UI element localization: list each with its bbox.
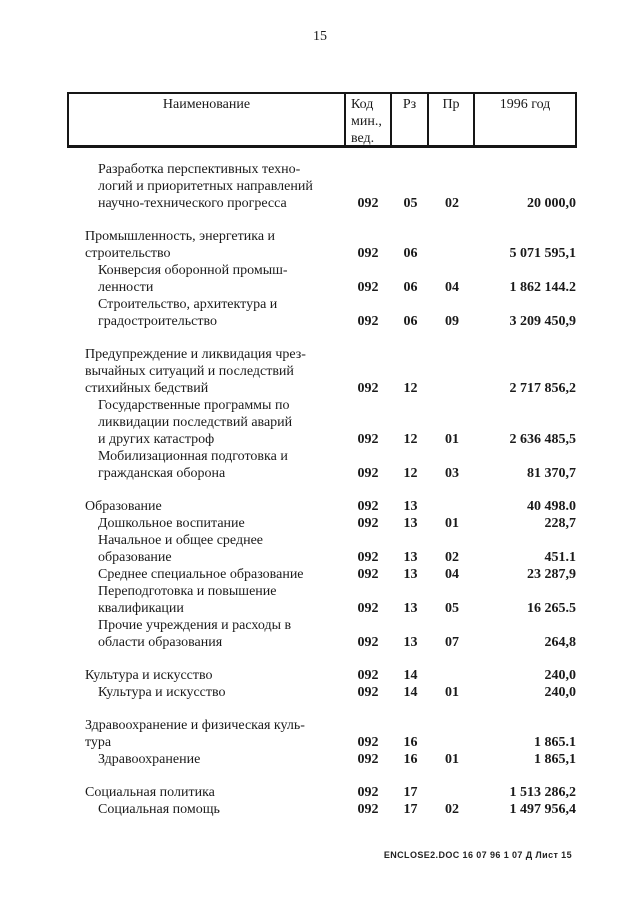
row-amount: 2 717 856,2 — [509, 381, 576, 396]
row-rz: 16 — [403, 752, 418, 767]
row-pr: 01 — [445, 752, 459, 767]
row-name-line: Промышленность, энергетика и — [85, 229, 276, 244]
row-code: 092 — [357, 432, 379, 447]
table-row — [67, 161, 577, 212]
row-code: 092 — [357, 802, 379, 817]
table-row — [67, 262, 577, 296]
row-name-line: ликвидации последствий аварий — [98, 415, 293, 430]
row-code: 092 — [357, 246, 379, 261]
row-code: 092 — [357, 499, 379, 514]
row-pr: 04 — [445, 280, 459, 295]
row-pr: 02 — [445, 196, 459, 211]
row-name-line: Переподготовка и повышение — [98, 584, 277, 599]
row-name — [67, 667, 344, 684]
row-name — [67, 532, 344, 566]
row-rz: 16 — [403, 735, 418, 750]
row-name-line: Здравоохранение и физическая куль- — [85, 718, 305, 733]
row-pr: 03 — [445, 466, 459, 481]
row-name-line: и других катастроф — [98, 432, 215, 447]
row-name-line: логий и приоритетных направлений — [98, 179, 313, 194]
row-code: 092 — [357, 635, 379, 650]
row-name-line: Конверсия оборонной промыш- — [98, 263, 288, 278]
header-code-line: Код — [351, 97, 374, 112]
row-amount: 16 265.5 — [527, 601, 576, 616]
row-code: 092 — [357, 752, 379, 767]
row-code: 092 — [357, 550, 379, 565]
row-rz: 14 — [403, 685, 418, 700]
header-code-line: вед. — [351, 131, 375, 146]
table-row — [67, 751, 577, 768]
row-amount: 40 498.0 — [527, 499, 576, 514]
table-row — [67, 448, 577, 482]
row-amount: 228,7 — [544, 516, 576, 531]
row-amount: 81 370,7 — [527, 466, 576, 481]
row-name — [67, 784, 344, 801]
table-row — [67, 515, 577, 532]
row-name-line: Начальное и общее среднее — [98, 533, 263, 548]
row-rz: 12 — [403, 381, 418, 396]
row-pr: 09 — [445, 314, 459, 329]
row-amount: 1 865,1 — [534, 752, 576, 767]
row-code: 092 — [357, 314, 379, 329]
table-row — [67, 397, 577, 448]
row-name-line: Культура и искусство — [98, 685, 226, 700]
table-row — [67, 784, 577, 801]
row-name — [67, 801, 344, 818]
table-row — [67, 566, 577, 583]
row-rz: 17 — [403, 785, 418, 800]
row-name — [67, 751, 344, 768]
row-code: 092 — [357, 601, 379, 616]
table-row — [67, 583, 577, 617]
row-name — [67, 566, 344, 583]
row-code: 092 — [357, 516, 379, 531]
row-name — [67, 397, 344, 448]
row-name-line: Разработка перспективных техно- — [98, 162, 301, 177]
row-name-line: Среднее специальное образование — [98, 567, 304, 582]
row-code: 092 — [357, 668, 379, 683]
header-code-line: мин., — [351, 114, 382, 129]
table-row — [67, 717, 577, 751]
row-name-line: Здравоохранение — [98, 752, 201, 767]
row-amount: 5 071 595,1 — [509, 246, 576, 261]
row-name — [67, 262, 344, 296]
row-name-line: образование — [98, 550, 172, 565]
row-pr: 04 — [445, 567, 459, 582]
row-code: 092 — [357, 567, 379, 582]
row-rz: 12 — [403, 466, 418, 481]
document-footer: ENCLOSE2.DOC 16 07 96 1 07 Д Лист 15 — [383, 850, 572, 860]
row-pr: 02 — [445, 802, 459, 817]
row-amount: 240,0 — [544, 668, 576, 683]
row-rz: 12 — [403, 432, 418, 447]
row-name-line: строительство — [85, 246, 171, 261]
row-name-line: Строительство, архитектура и — [98, 297, 278, 312]
header-cell-pr: Пр — [429, 94, 475, 145]
row-name — [67, 717, 344, 751]
row-rz: 06 — [403, 246, 418, 261]
table-row — [67, 667, 577, 684]
row-rz: 13 — [403, 567, 418, 582]
row-code: 092 — [357, 466, 379, 481]
row-rz: 13 — [403, 601, 418, 616]
table-row — [67, 801, 577, 818]
row-name-line: Социальная помощь — [98, 802, 220, 817]
header-cell-name: Наименование — [69, 94, 346, 145]
row-amount: 451.1 — [544, 550, 576, 565]
table-row — [67, 617, 577, 651]
row-pr: 01 — [445, 516, 459, 531]
row-name-line: градостроительство — [98, 314, 217, 329]
row-name-line: Образование — [85, 499, 162, 514]
row-name — [67, 498, 344, 515]
table-row — [67, 498, 577, 515]
row-amount: 3 209 450,9 — [509, 314, 576, 329]
row-amount: 1 497 956,4 — [509, 802, 576, 817]
row-name — [67, 617, 344, 651]
row-name-line: Прочие учреждения и расходы в — [98, 618, 292, 633]
row-amount: 240,0 — [544, 685, 576, 700]
row-name — [67, 448, 344, 482]
row-code: 092 — [357, 735, 379, 750]
row-name — [67, 228, 344, 262]
row-name — [67, 515, 344, 532]
row-code: 092 — [357, 785, 379, 800]
row-pr: 07 — [445, 635, 459, 650]
row-name-line: Предупреждение и ликвидация чрез- — [85, 347, 306, 362]
row-name-line: гражданская оборона — [98, 466, 226, 481]
row-name-line: Социальная политика — [85, 785, 215, 800]
row-rz: 17 — [403, 802, 418, 817]
row-amount: 1 865.1 — [534, 735, 576, 750]
row-rz: 13 — [403, 550, 418, 565]
row-pr: 02 — [445, 550, 459, 565]
page-number: 15 — [313, 29, 327, 44]
row-code: 092 — [357, 685, 379, 700]
row-name-line: Государственные программы по — [98, 398, 290, 413]
row-pr: 05 — [445, 601, 459, 616]
row-pr: 01 — [445, 685, 459, 700]
row-rz: 13 — [403, 516, 418, 531]
row-amount: 20 000,0 — [527, 196, 576, 211]
header-cell-rz: Рз — [392, 94, 429, 145]
header-cell-code — [346, 94, 392, 145]
row-name-line: области образования — [98, 635, 223, 650]
row-name-line: тура — [85, 735, 112, 750]
table-header — [67, 92, 577, 148]
table-row — [67, 228, 577, 262]
row-name-line: квалификации — [98, 601, 184, 616]
row-name-line: Мобилизационная подготовка и — [98, 449, 288, 464]
row-name — [67, 346, 344, 397]
table-body — [67, 161, 577, 818]
row-name-line: научно-технического прогресса — [98, 196, 287, 211]
row-name — [67, 296, 344, 330]
row-amount: 23 287,9 — [527, 567, 576, 582]
table-row — [67, 532, 577, 566]
table-row — [67, 346, 577, 397]
table-row — [67, 296, 577, 330]
row-rz: 05 — [403, 196, 418, 211]
row-rz: 06 — [403, 280, 418, 295]
row-name-line: Дошкольное воспитание — [98, 516, 245, 531]
table-row — [67, 684, 577, 701]
row-code: 092 — [357, 196, 379, 211]
row-rz: 14 — [403, 668, 418, 683]
row-amount: 1 513 286,2 — [509, 785, 576, 800]
row-rz: 13 — [403, 499, 418, 514]
row-name — [67, 161, 344, 212]
row-name-line: ленности — [98, 280, 154, 295]
row-rz: 13 — [403, 635, 418, 650]
row-code: 092 — [357, 280, 379, 295]
row-rz: 06 — [403, 314, 418, 329]
row-pr: 01 — [445, 432, 459, 447]
row-amount: 264,8 — [544, 635, 576, 650]
row-name-line: стихийных бедствий — [85, 381, 209, 396]
row-name — [67, 684, 344, 701]
row-name-line: Культура и искусство — [85, 668, 213, 683]
row-code: 092 — [357, 381, 379, 396]
header-cell-year: 1996 год — [499, 97, 551, 112]
row-amount: 2 636 485,5 — [509, 432, 576, 447]
row-amount: 1 862 144.2 — [509, 280, 576, 295]
row-name-line: вычайных ситуаций и последствий — [85, 364, 294, 379]
row-name — [67, 583, 344, 617]
